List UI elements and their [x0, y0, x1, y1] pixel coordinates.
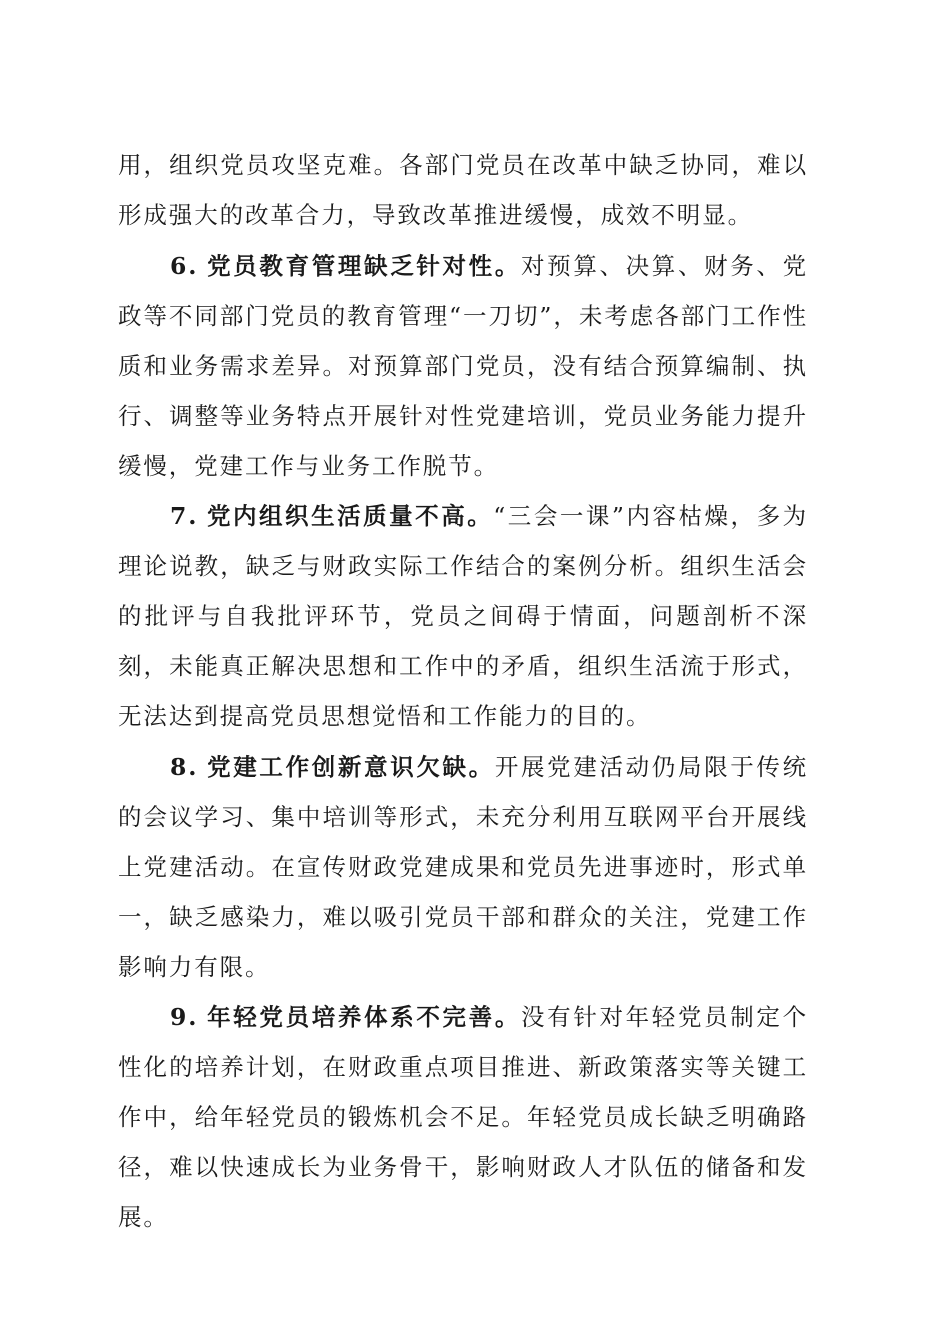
item-6-body: 对预算、决算、财务、党政等不同部门党员的教育管理“一刀切”，未考虑各部门工作性质和业务需求差异。对预算部门党员，没有结合预算编制、执行、调整等业务特点开展针对性党建培训，党员业务能力提升缓慢，党建工作与业务工作脱节。 [118, 251, 808, 480]
item-9-body: 没有针对年轻党员制定个性化的培养计划，在财政重点项目推进、新政策落实等关键工作中，给年轻党员的锻炼机会不足。年轻党员成长缺乏明确路径，难以快速成长为业务骨干，影响财政人才队伍的储备和发展。 [118, 1003, 808, 1231]
intro-paragraph: 用，组织党员攻坚克难。各部门党员在改革中缺乏协同，难以形成强大的改革合力，导致改革推进缓慢，成效不明显。 [118, 151, 808, 229]
item-9-number: 9. [170, 1003, 199, 1031]
item-8-paragraph [118, 742, 808, 992]
item-9-heading: 年轻党员培养体系不完善。 [206, 1003, 521, 1031]
item-8-heading: 党建工作创新意识欠缺。 [206, 752, 495, 781]
item-8-body: 开展党建活动仍局限于传统的会议学习、集中培训等形式，未充分利用互联网平台开展线上党建活动。在宣传财政党建成果和党员先进事迹时，形式单一，缺乏感染力，难以吸引党员干部和群众的关注，党建工作影响力有限。 [118, 752, 808, 981]
item-6-number: 6. [170, 251, 199, 280]
item-8-number: 8. [170, 752, 199, 781]
item-9-paragraph [118, 992, 808, 1242]
document-body [118, 140, 808, 1243]
item-7-paragraph [118, 491, 808, 741]
item-7-number: 7. [170, 502, 199, 530]
item-7-body: “三会一课”内容枯燥，多为理论说教，缺乏与财政实际工作结合的案例分析。组织生活会的批评与自我批评环节，党员之间碍于情面，问题剖析不深刻，未能真正解决思想和工作中的矛盾，组织生活流于形式，无法达到提高党员思想觉悟和工作能力的目的。 [118, 502, 809, 730]
item-7-heading: 党内组织生活质量不高。 [206, 502, 494, 530]
item-6-heading: 党员教育管理缺乏针对性。 [206, 251, 521, 280]
item-6-paragraph [118, 241, 808, 491]
